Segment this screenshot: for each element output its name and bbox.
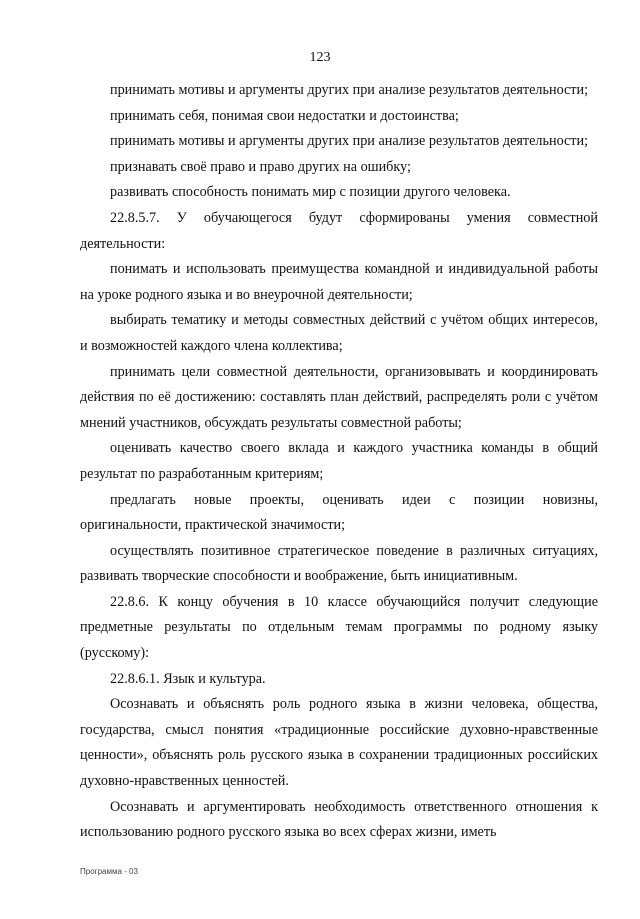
- section-heading-22-8-6-1: 22.8.6.1. Язык и культура.: [110, 670, 266, 687]
- paragraph-propose-projects: предлагать новые проекты, оценивать идеи с позиции новизны, оригинальности, практической значимости;: [80, 491, 598, 534]
- page-number: 123: [309, 50, 331, 65]
- paragraph-evaluate-contribution: оценивать качество своего вклада и каждого участника команды в общий результат по разработанным критериям;: [80, 440, 598, 482]
- paragraph-strategic-behavior: осуществлять позитивное стратегическое поведение в различных ситуациях, развивать творческие способности и воображение, быть инициативным.: [80, 542, 598, 585]
- paragraph-accept-self: принимать себя, понимая свои недостатки и достоинства;: [110, 107, 459, 124]
- paragraph-teamwork: понимать и использовать преимущества командной и индивидуальной работы на уроке родного языка и во внеурочной деятельности;: [80, 261, 598, 303]
- section-heading-22-8-6: 22.8.6. К концу обучения в 10 классе обучающийся получит следующие предметные результаты по отдельным темам программы по родному языку (русскому):: [80, 593, 598, 662]
- paragraph-responsible-use: Осознавать и аргументировать необходимость ответственного отношения к использованию родного русского языка во всех сферах жизни, иметь: [80, 798, 598, 841]
- paragraph-role-of-language: Осознавать и объяснять роль родного языка в жизни человека, общества, государства, смысл понятия «традиционные российские духовно-нравственные ценности», объяснять роль русского языка в сохранении традиционных российских духовно-нравственных ценностей.: [80, 696, 598, 790]
- footer-program-code: Программа - 03: [80, 867, 138, 876]
- paragraph-understand-world: развивать способность понимать мир с позиции другого человека.: [110, 184, 511, 201]
- paragraph-joint-goals: принимать цели совместной деятельности, организовывать и координировать действия по её достижению: составлять план действий, распределять роли с учётом мнений участников, обсуждать результаты совместной работы;: [80, 363, 598, 431]
- section-heading-22-8-5-7: 22.8.5.7. У обучающегося будут сформированы умения совместной деятельности:: [80, 209, 598, 252]
- paragraph-choose-topics: выбирать тематику и методы совместных действий с учётом общих интересов, и возможностей каждого члена коллектива;: [80, 312, 598, 354]
- paragraph-motives-1: принимать мотивы и аргументы других при анализе результатов деятельности;: [110, 82, 589, 98]
- paragraph-right-to-mistake: признавать своё право и право других на ошибку;: [110, 158, 411, 175]
- document-body: [80, 78, 598, 846]
- paragraph-motives-2: принимать мотивы и аргументы других при анализе результатов деятельности;: [110, 133, 589, 150]
